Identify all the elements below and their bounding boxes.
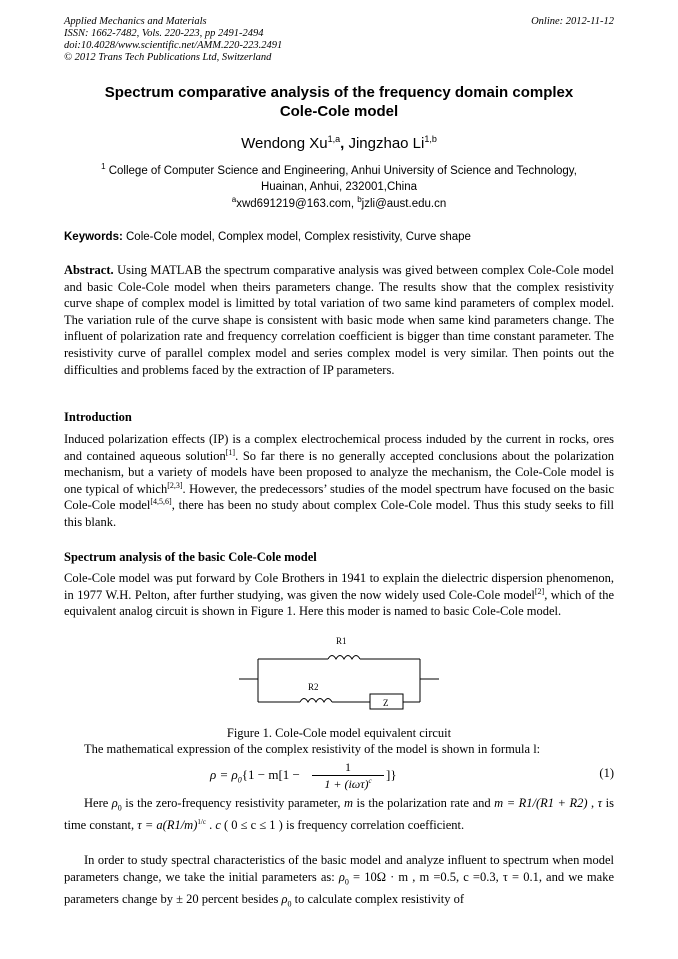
- final-text: to calculate complex resistivity of: [291, 891, 465, 906]
- abstract-text: Using MATLAB the spectrum comparative analysis was gived between complex Cole-Cole model and basic Cole-Cole model when theirs parameters change. The results show that the complex resistivity curve shape of complex model is limitted by total variation of two same kind parameters of complex model. The variation rule of the curve shape is consistent with basic mode when same kind parameters change. The influent of polarization rate and frequency correlation coefficient is bigger than time constant parameter. The resistivity curve of parallel complex model and series complex model is very similar. Then points out the difficulties and problems faced by the extraction of IP parameters.: [64, 263, 614, 377]
- email-mark-b: b: [357, 195, 362, 204]
- inductor-r1: [328, 656, 360, 660]
- affiliation: [70, 159, 608, 195]
- doi: doi:10.4028/www.scientific.net/AMM.220-223.2491: [64, 40, 283, 51]
- symbol-rho: ρ: [111, 796, 118, 810]
- params-text: is the zero-frequency resistivity parameter,: [121, 796, 341, 810]
- citation[interactable]: [2,3]: [167, 480, 183, 490]
- params-text: is the polarization rate and: [353, 796, 491, 810]
- formula-bracket: {1 − m[1 −: [241, 767, 300, 782]
- initial-values: = 10Ω · m , m =0.5, c =0.3, τ =: [348, 869, 520, 884]
- keywords-text: Cole-Cole model, Complex model, Complex resistivity, Curve shape: [122, 231, 471, 243]
- tau-exponent: 1/c: [197, 818, 206, 827]
- formula-lhs: ρ = ρ: [210, 767, 238, 782]
- online-date: Online: 2012-11-12: [531, 16, 614, 27]
- abstract-label: Abstract.: [64, 263, 114, 277]
- keywords-label: Keywords:: [64, 231, 123, 243]
- author-emails: [60, 193, 618, 211]
- copyright: © 2012 Trans Tech Publications Ltd, Switzerland: [64, 52, 272, 63]
- label-z: Z: [383, 698, 389, 708]
- symbol-rho-sub: 0: [117, 803, 122, 813]
- params-text: Here: [84, 796, 112, 810]
- tau-definition: τ = a(R1/m): [137, 818, 198, 833]
- equivalent-circuit-figure: [239, 632, 439, 718]
- paper-title: [60, 83, 618, 121]
- label-r1: R1: [336, 636, 347, 646]
- spectrum-heading: Spectrum analysis of the basic Cole-Cole model: [64, 550, 317, 564]
- affiliation-line-2: Huainan, Anhui, 232001,China: [260, 181, 417, 193]
- author-1-affil: 1,a: [327, 134, 341, 144]
- author-2: Jingzhao Li: [348, 135, 425, 152]
- final-paragraph: [64, 852, 614, 913]
- params-text: .: [205, 818, 216, 833]
- author-1: Wendong Xu: [241, 135, 328, 152]
- affiliation-mark: 1: [101, 162, 106, 171]
- abstract: [64, 262, 614, 378]
- symbol-rho-sub: 0: [344, 877, 349, 887]
- issn: ISSN: 1662-7482, Vols. 220-223, pp 2491-2494: [64, 28, 264, 39]
- keywords: [64, 230, 614, 244]
- authors: [60, 129, 618, 154]
- symbol-rho: ρ: [338, 869, 345, 884]
- citation[interactable]: [4,5,6]: [150, 497, 172, 507]
- citation[interactable]: [2]: [534, 586, 545, 596]
- journal-header: [64, 16, 424, 64]
- journal-name: Applied Mechanics and Materials: [64, 16, 207, 27]
- formula-numerator: 1: [345, 760, 351, 774]
- label-r2: R2: [308, 682, 319, 692]
- fraction-bar: [312, 775, 384, 776]
- final-text: 0.1, and we make parameters change by ± 20 percent besides: [64, 869, 615, 906]
- author-separator: ,: [340, 135, 349, 152]
- m-definition: m = R1/(R1 + R2): [494, 796, 588, 810]
- symbol-rho-sub: 0: [287, 899, 292, 909]
- symbol-c: c: [215, 818, 221, 833]
- symbol-tau: τ: [597, 796, 603, 810]
- intro-text-3: . However, the predecessors’ studies of the model spectrum have focused on the basic Cole-Cole model: [64, 481, 614, 513]
- formula-denominator-sup: c: [368, 777, 372, 785]
- final-text: In order to study spectral characteristics of the basic model and analyze influent to spectrum when model parameters change, we take the initial parameters as:: [64, 853, 614, 884]
- intro-text-1: Induced polarization effects (IP) is a complex electrochemical process induded by the current in rocks, ores and contained aqueous solution: [64, 432, 614, 463]
- symbol-m: m: [343, 796, 354, 810]
- formula-lhs-sub: 0: [237, 775, 242, 785]
- formula-intro: The mathematical expression of the complex resistivity of the model is shown in formula l:: [84, 742, 541, 756]
- formula-denominator: 1 + (iωτ): [324, 777, 369, 791]
- spectrum-text-2: , which of the equivalent analog circuit is shown in Figure 1. Here this moder is named to basic Cole-Cole model.: [64, 587, 614, 619]
- introduction-paragraph: [64, 431, 614, 531]
- formula-number: (1): [599, 766, 614, 780]
- author-2-affil: 1,b: [424, 134, 437, 144]
- title-line-2: Cole-Cole model: [279, 103, 399, 120]
- params-text: is time constant,: [64, 796, 614, 833]
- title-line-1: Spectrum comparative analysis of the frequency domain complex: [104, 84, 574, 101]
- params-text: ,: [587, 796, 598, 810]
- formula-close: ]}: [386, 767, 397, 782]
- affiliation-line-1: College of Computer Science and Engineering, Anhui University of Science and Technology,: [105, 165, 577, 177]
- symbol-rho: ρ: [281, 891, 288, 906]
- citation[interactable]: [1]: [225, 447, 236, 457]
- email-a[interactable]: xwd691219@163.com,: [236, 198, 358, 210]
- spectrum-paragraph: [64, 570, 614, 620]
- inductor-r2: [300, 699, 332, 703]
- email-mark-a: a: [231, 195, 237, 204]
- introduction-heading: Introduction: [64, 410, 132, 424]
- parameters-paragraph: [64, 795, 614, 834]
- intro-text-4: , there has been no study about complex Cole-Cole model. Thus this study seeks to fill this blank.: [64, 498, 614, 529]
- email-b[interactable]: jzli@aust.edu.cn: [361, 198, 447, 210]
- params-text: ( 0 ≤ c ≤ 1 ) is frequency correlation coefficient.: [220, 818, 465, 833]
- figure-caption: Figure 1. Cole-Cole model equivalent circuit: [226, 726, 452, 740]
- spectrum-text-1: Cole-Cole model was put forward by Cole Brothers in 1941 to explain the dielectric dispersion phenomenon, in 1977 W.H. Pelton, after further studying, was given the now widely used Cole-Cole model: [64, 571, 614, 602]
- intro-text-2: . So far there is no generally accepted conclusions about the polarization mechanism, but a variety of models have been proposed to analyze the mechanism, the Cole-Cole model is one typical of which: [64, 448, 614, 496]
